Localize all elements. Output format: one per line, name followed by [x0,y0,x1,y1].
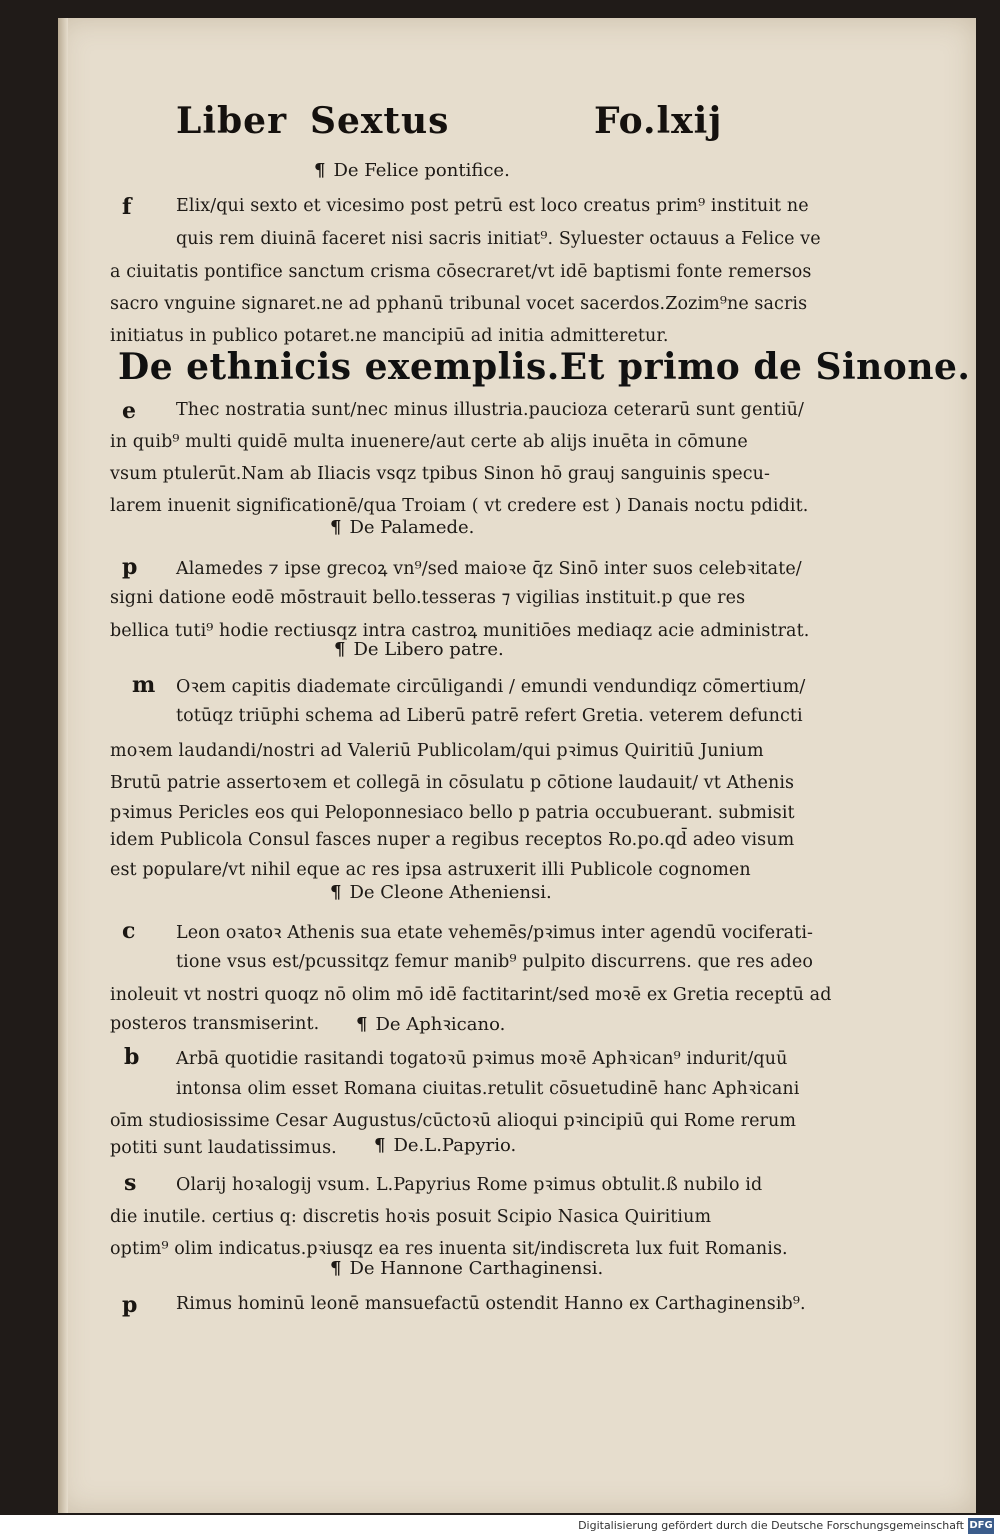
text-line: totūqz triūphi schema ad Liberū patrē refert Gretia. veterem defuncti [176,706,803,726]
dfg-logo[interactable]: DFG [968,1518,994,1534]
pilcrow-icon: ¶ [334,639,346,660]
funding-notice: Digitalisierung gefördert durch die Deutsche Forschungsgemeinschaft [578,1519,964,1532]
text-line: Leon oꝛatoꝛ Athenis sua etate vehemēs/pꝛimus inter agendū vociferati- [176,923,814,943]
text-line: idem Publicola Consul fasces nuper a regibus receptos Ro.po.qd̄ adeo visum [110,830,795,850]
section-title-hannone: ¶ De Hannone Carthaginensi. [330,1258,604,1279]
header-book-label: Liber [176,100,288,142]
text-line: Arbā quotidie rasitandi togatoꝛū pꝛimus moꝛē Aphꝛican⁹ indurit/quū [176,1049,788,1069]
header-book-number: Sextus [310,100,450,142]
section-title-felice: ¶ De Felice pontifice. [314,160,510,181]
footer-bar [0,1515,1000,1538]
guide-letter: p [122,1292,138,1318]
guide-letter: b [124,1044,140,1070]
text-line: moꝛem laudandi/nostri ad Valeriū Publicolam/qui pꝛimus Quiritiū Junium [110,741,764,761]
guide-letter: s [124,1170,137,1196]
text-line: Elix/qui sexto et vicesimo post petrū est loco creatus prim⁹ instituit ne [176,196,809,216]
text-line: signi datione eodē mōstrauit bello.tesseras ⁊ vigilias instituit.p que res [110,588,746,608]
text-line: die inutile. certius q: discretis hoꝛis posuit Scipio Nasica Quiritium [110,1207,712,1227]
section-title-palamede: ¶ De Palamede. [330,517,475,538]
chapter-heading: De ethnicis exemplis.Et primo de Sinone. [118,346,971,388]
text-line: posteros transmiserint. [110,1014,320,1034]
text-line: Alamedes ⁊ ipse grecoꝝ vn⁹/sed maioꝛe q̄z Sinō inter suos celebꝛitate/ [176,559,802,579]
pilcrow-icon: ¶ [374,1135,386,1156]
text-line: potiti sunt laudatissimus. [110,1138,337,1158]
pilcrow-icon: ¶ [356,1014,368,1035]
text-line: oīm studiosissime Cesar Augustus/cūctoꝛū alioqui pꝛincipiū qui Rome rerum [110,1111,797,1131]
text-line: Brutū patrie assertoꝛem et collegā in cōsulatu p cōtione laudauit/ vt Athenis [110,773,795,793]
guide-letter: c [122,918,136,944]
section-title-cleone: ¶ De Cleone Atheniensi. [330,882,552,903]
text-line: pꝛimus Pericles eos qui Peloponnesiaco bello p patria occubuerant. submisit [110,803,795,823]
section-title-papyrio: ¶ De.L.Papyrio. [374,1135,517,1156]
text-line: tione vsus est/pcussitqz femur manib⁹ pulpito discurrens. que res adeo [176,952,813,972]
text-line: sacro vnguine signaret.ne ad pphanū tribunal vocet sacerdos.Zozim⁹ne sacris [110,294,808,314]
pilcrow-icon: ¶ [314,160,326,181]
text-line: bellica tuti⁹ hodie rectiusqz intra castroꝝ munitiōes mediaqz acie administrat. [110,621,810,641]
text-line: in quib⁹ multi quidē multa inuenere/aut certe ab alijs inuēta in cōmune [110,432,748,452]
section-title-libero: ¶ De Libero patre. [334,639,504,660]
guide-letter: p [122,554,138,580]
page-gutter-shadow [58,18,68,1513]
text-line: vsum ptulerūt.Nam ab Iliacis vsqz tpibus Sinon hō grauj sanguinis specu- [110,464,771,484]
text-line: a ciuitatis pontifice sanctum crisma cōsecraret/vt idē baptismi fonte remersos [110,262,812,282]
pilcrow-icon: ¶ [330,1258,342,1279]
text-line: larem inuenit significationē/qua Troiam ( vt credere est ) Danais noctu pdidit. [110,496,809,516]
guide-letter: f [122,194,132,220]
text-line: est populare/vt nihil eque ac res ipsa astruxerit illi Publicole cognomen [110,860,751,880]
text-line: inoleuit vt nostri quoqz nō olim mō idē factitarint/sed moꝛē ex Gretia receptū ad [110,985,832,1005]
text-line: intonsa olim esset Romana ciuitas.retulit cōsuetudinē hanc Aphꝛicani [176,1079,800,1099]
guide-letter: e [122,398,136,424]
text-line: optim⁹ olim indicatus.pꝛiusqz ea res inuenta sit/indiscreta lux fuit Romanis. [110,1239,788,1259]
text-line: initiatus in publico potaret.ne mancipiū ad initia admitteretur. [110,326,669,346]
text-line: Thec nostratia sunt/nec minus illustria.paucioza ceterarū sunt gentiū/ [176,400,805,420]
text-line: quis rem diuinā faceret nisi sacris initiat⁹. Syluester octauus a Felice ve [176,229,821,249]
header-folio: Fo.lxij [594,100,723,142]
section-title-aphricano: ¶ De Aphꝛicano. [356,1014,506,1035]
text-line: Oꝛem capitis diademate circūligandi / emundi vendundiqz cōmertium/ [176,677,806,697]
pilcrow-icon: ¶ [330,882,342,903]
text-line: Rimus hominū leonē mansuefactū ostendit Hanno ex Carthaginensib⁹. [176,1294,806,1314]
guide-letter: m [132,672,156,698]
pilcrow-icon: ¶ [330,517,342,538]
text-line: Olarij hoꝛalogij vsum. L.Papyrius Rome pꝛimus obtulit.ß nubilo id [176,1175,763,1195]
